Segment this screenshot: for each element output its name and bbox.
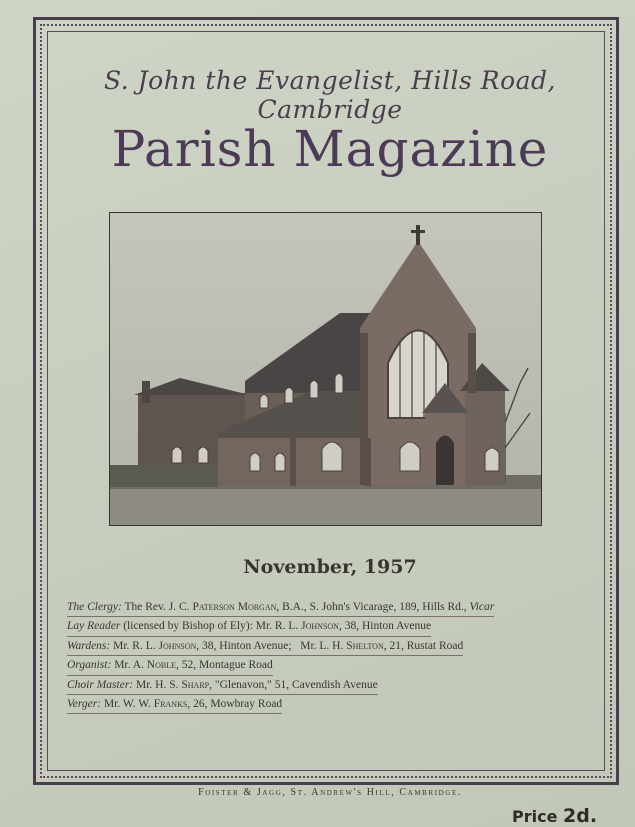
staff-label: Lay Reader: [67, 620, 121, 633]
staff-row-organist: Organist: Mr. A. Noble, 52, Montague Road: [67, 656, 273, 675]
staff-row-lay-reader: Lay Reader (licensed by Bishop of Ely): Mr. R. L. Johnson, 38, Hinton Avenue: [67, 617, 431, 636]
staff-row-wardens: Wardens: Mr. R. L. Johnson, 38, Hinton Avenue; Mr. L. H. Shelton, 21, Rustat Road: [67, 637, 463, 656]
parish-staff-list: [67, 598, 587, 714]
staff-label: The Clergy:: [67, 601, 122, 613]
staff-row-verger: Verger: Mr. W. W. Franks, 26, Mowbray Road: [67, 695, 282, 714]
price-amount: 2d.: [563, 805, 598, 827]
church-photograph: [109, 212, 542, 526]
price-label: Price 2d.: [512, 805, 598, 827]
printer-imprint: Foister & Jagg, St. Andrew's Hill, Cambridge.: [198, 787, 462, 798]
staff-row-choir-master: Choir Master: Mr. H. S. Sharp, "Glenavon," 51, Cavendish Avenue: [67, 676, 378, 695]
staff-label: Verger:: [67, 698, 102, 711]
staff-label: Choir Master:: [67, 678, 134, 691]
staff-label: Organist:: [67, 659, 112, 672]
church-name: S. John the Evangelist, Hills Road, Cambridge: [104, 66, 556, 124]
staff-row-clergy: The Clergy: The Rev. J. C. Paterson Morgan, B.A., S. John's Vicarage, 189, Hills Rd., Vicar: [67, 598, 494, 617]
staff-label: Wardens:: [67, 639, 111, 652]
issue-date: November, 1957: [243, 556, 417, 578]
magazine-title: Parish Magazine: [111, 120, 549, 178]
church-illustration: [110, 213, 541, 525]
